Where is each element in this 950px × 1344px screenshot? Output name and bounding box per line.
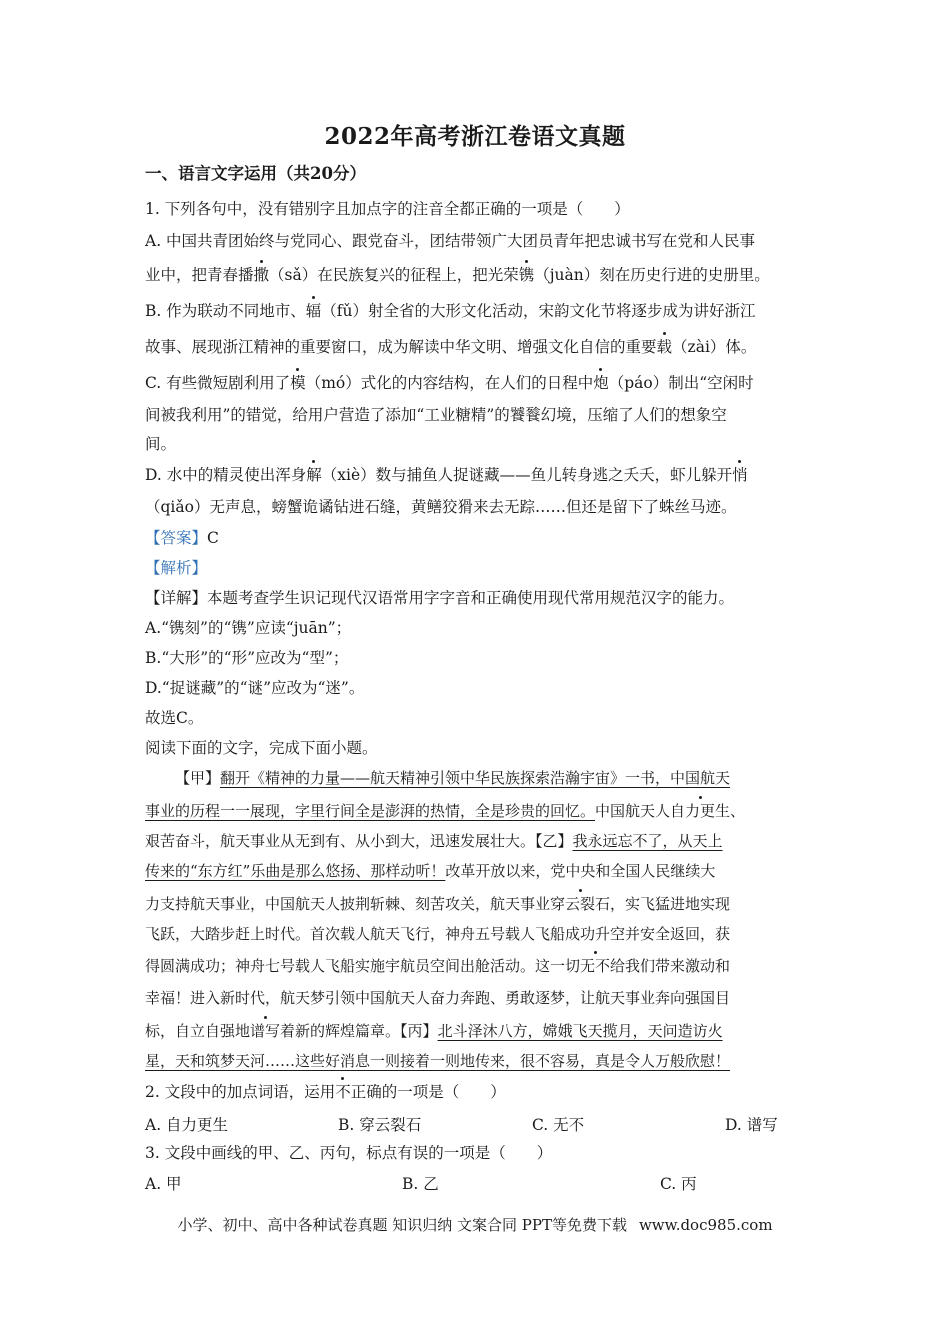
q1-stem: 1. 下列各句中，没有错别字且加点字的注音全都正确的一项是（ ）	[145, 200, 630, 218]
text: 改革开放以来，党中央和全国人民继续大	[445, 862, 716, 880]
dotted-char: 解	[306, 466, 322, 484]
dotted-word: 无不	[580, 957, 611, 975]
passage-line-8: 幸福！进入新时代，航天梦引领中国航天人奋力奔跑、勇敢逐梦，让航天事业奔向强国目	[145, 989, 731, 1007]
underlined-sentence: 我永远忘不了，从天上	[572, 832, 723, 850]
q2-option-a: A. 自力更生	[145, 1116, 229, 1134]
text: C. 有些微短剧利用了	[145, 374, 291, 392]
underlined-sentence: 翻开《精神的力量——航天精神引领中华民族探索浩瀚宇宙》一书，中国航天	[220, 769, 731, 787]
explain-b: B.“大形”的“形”应改为“型”；	[145, 649, 349, 667]
explain-d: D.“捉谜藏”的“谜”应改为“迷”。	[145, 679, 365, 697]
detail-line: 【详解】本题考查学生识记现代汉语常用字字音和正确使用现代常用规范汉字的能力。	[145, 589, 735, 607]
answer-tag: 【答案】	[145, 529, 208, 547]
passage-line-1	[175, 767, 805, 789]
dotted-char: 模	[290, 374, 306, 392]
passage-line-7	[145, 955, 810, 977]
passage-line-2	[145, 800, 810, 822]
section-heading: 一、语言文字运用（共20分）	[145, 164, 366, 183]
footer-site-link[interactable]: www.doc985.com	[638, 1216, 773, 1234]
text: 标，自立自强地	[145, 1022, 251, 1040]
dotted-word: 自力更生	[670, 802, 731, 820]
text: 中国航天人	[595, 802, 671, 820]
q1-option-d-line1	[145, 464, 810, 486]
passage-line-9	[145, 1020, 810, 1042]
q3-option-b: B. 乙	[402, 1175, 439, 1193]
q1-option-c-line3: 间。	[145, 435, 177, 453]
passage-line-3	[145, 830, 810, 852]
dotted-char: 载	[656, 338, 673, 356]
dotted-word: 穿云裂石	[550, 895, 611, 913]
dotted-char: 辐	[305, 302, 322, 320]
text: （mó）式化的内容结构，在人们的日程中	[305, 374, 594, 392]
text: （páo）制出“空闲时	[608, 374, 754, 392]
q3-option-c: C. 丙	[660, 1175, 697, 1193]
q1-option-a-line1: A. 中国共青团始终与党同心、跟党奋斗，团结带领广大团员青年把忠诚书写在党和人民事	[145, 232, 756, 250]
q1-option-c-line1	[145, 372, 810, 394]
underlined-sentence: 事业的历程一一展现，字里行间全是澎湃的热情，全是珍贵的回忆。	[145, 802, 596, 820]
dotted-char: 不	[335, 1083, 351, 1101]
text: （sǎ）在民族复兴的征程上，把光荣	[269, 266, 519, 284]
page-footer	[0, 1214, 950, 1235]
dotted-char: 炮	[593, 374, 609, 392]
explain-choice: 故选C。	[145, 709, 204, 727]
text: 故事、展现浙江精神的重要窗口，成为解读中华文明、增强文化自信的重要	[145, 338, 657, 356]
q1-option-d-line2: （qiǎo）无声息，螃蟹诡谲钻进石缝，黄鳝狡猾来去无踪……但还是留下了蛛丝马迹。	[145, 498, 737, 516]
passage-line-10	[145, 1050, 810, 1072]
passage-tag: 【甲】	[175, 769, 221, 787]
footer-text: 小学、初中、高中各种试卷真题 知识归纳 文案合同 PPT等免费下载	[177, 1216, 627, 1234]
page-title: 2022年高考浙江卷语文真题	[324, 123, 626, 150]
text: （fǔ）射全省的大形文化活动，宋韵文化节将逐步成为讲好浙江	[321, 302, 756, 320]
text: 2. 文段中的加点词语，运用	[145, 1083, 336, 1101]
text: 着新的辉煌篇章。	[280, 1022, 401, 1040]
analysis-tag: 【解析】	[145, 559, 208, 577]
dotted-word: 谱写	[250, 1022, 281, 1040]
q1-option-c-line2: 间被我利用”的错觉，给用户营造了添加“工业糖精”的饕餮幻境，压缩了人们的想象空	[145, 406, 727, 424]
text: （zài）体。	[672, 338, 757, 356]
text: B. 作为联动不同地市、	[145, 302, 306, 320]
dotted-char: 悄	[732, 466, 748, 484]
answer-value: C	[207, 529, 219, 547]
passage-tag: 【丙】	[400, 1022, 438, 1040]
text: 艰苦奋斗，航天事业从无到有、从小到大，迅速发展壮大。	[145, 832, 536, 850]
passage-line-6: 飞跃，大踏步赶上时代。首次载人航天飞行，神舟五号载人飞船成功升空并安全返回，获	[145, 925, 731, 943]
text: 力支持航天事业，中国航天人披荆斩棘、刻苦攻关，航天事业	[145, 895, 551, 913]
q3-option-a: A. 甲	[145, 1175, 182, 1193]
dotted-char: 撒	[253, 266, 270, 284]
text: ，实飞猛进地实现	[610, 895, 731, 913]
explain-a: A.“镌刻”的“镌”应读“juān”；	[145, 619, 352, 637]
q2-option-c: C. 无不	[532, 1116, 585, 1134]
text: 给我们带来激动和	[610, 957, 731, 975]
passage-line-4	[145, 860, 810, 882]
text: （juàn）刻在历史行进的史册里。	[534, 266, 770, 284]
text: 业中，把青春播	[145, 266, 254, 284]
underlined-sentence: 传来的“东方红”乐曲是那么悠扬、那样动听！	[145, 862, 446, 880]
passage-line-5	[145, 893, 810, 915]
reading-intro: 阅读下面的文字，完成下面小题。	[145, 739, 378, 757]
q1-option-a-line2	[145, 264, 810, 286]
q1-option-b-line1	[145, 300, 810, 322]
q2-stem	[145, 1081, 810, 1103]
answer-line	[145, 527, 810, 549]
q1-option-b-line2	[145, 336, 810, 358]
text: 得圆满成功；神舟七号载人飞船实施宇航员空间出舱活动。这一切	[145, 957, 581, 975]
text: D. 水中的精灵使出浑身	[145, 466, 307, 484]
q2-option-d: D. 谱写	[725, 1116, 778, 1134]
passage-tag: 【乙】	[535, 832, 573, 850]
text: 正确的一项是（ ）	[350, 1083, 506, 1101]
dotted-char: 镌	[518, 266, 535, 284]
text: （xiè）数与捕鱼人捉谜藏——鱼儿转身逃之夭夭，虾儿躲开	[321, 466, 733, 484]
underlined-sentence: 北斗泽沐八方，嫦娥飞天揽月，天问造访火	[437, 1022, 723, 1040]
text: 、	[730, 802, 746, 820]
q3-stem: 3. 文段中画线的甲、乙、丙句，标点有误的一项是（ ）	[145, 1144, 553, 1162]
underlined-sentence: 星，天和筑梦天河……这些好消息一则接着一则地传来，很不容易，真是令人万般欣慰！	[145, 1052, 731, 1070]
q2-option-b: B. 穿云裂石	[338, 1116, 422, 1134]
